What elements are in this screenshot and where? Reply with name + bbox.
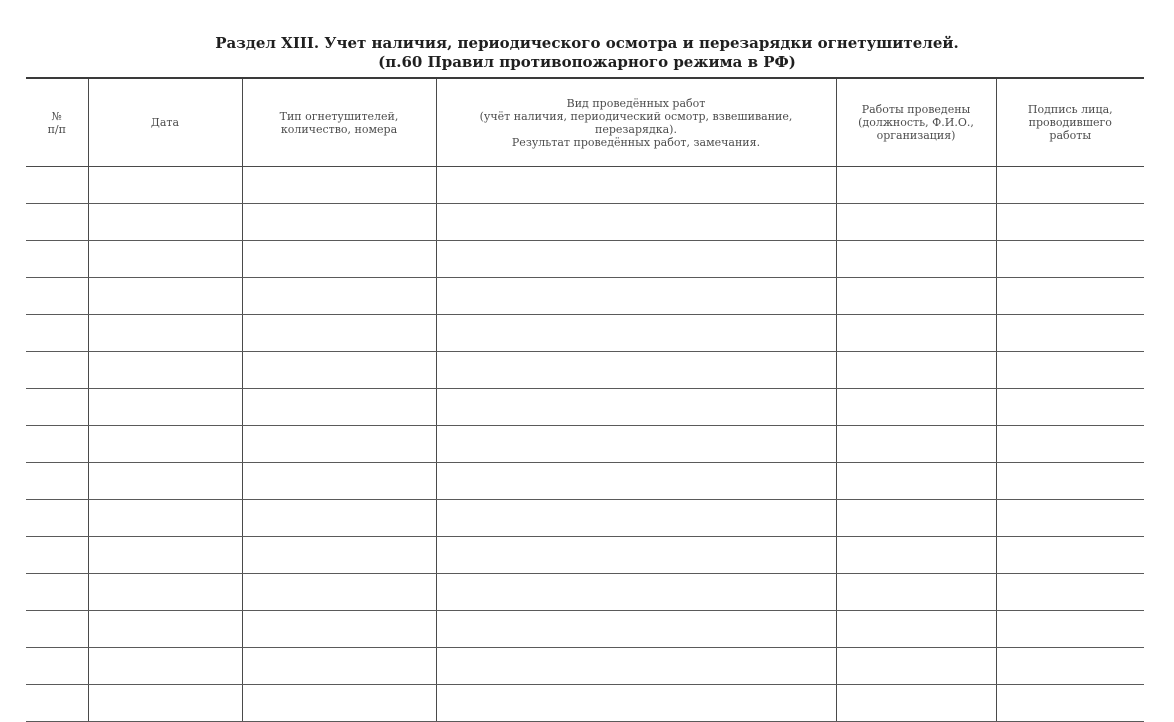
cell-number: [26, 648, 88, 685]
cell-signature: [996, 278, 1144, 315]
cell-extinguisher-type: [242, 648, 436, 685]
cell-date: [88, 574, 242, 611]
cell-performed-by: [836, 167, 996, 204]
cell-number: [26, 611, 88, 648]
cell-number: [26, 389, 88, 426]
section-title-line-2: (п.60 Правил противопожарного режима в РФ): [378, 53, 796, 71]
header-performed-by: Работы проведены (должность, Ф.И.О., организация): [836, 78, 996, 167]
cell-date: [88, 167, 242, 204]
log-body: [26, 167, 1144, 722]
cell-signature: [996, 685, 1144, 722]
cell-work-type: [436, 241, 836, 278]
header-date: Дата: [88, 78, 242, 167]
cell-extinguisher-type: [242, 167, 436, 204]
cell-date: [88, 315, 242, 352]
cell-signature: [996, 574, 1144, 611]
cell-extinguisher-type: [242, 204, 436, 241]
cell-signature: [996, 426, 1144, 463]
cell-extinguisher-type: [242, 241, 436, 278]
header-row: [26, 78, 1144, 167]
section-title-line-1: Раздел XIII. Учет наличия, периодического осмотра и перезарядки огнетушителей.: [215, 34, 959, 52]
cell-work-type: [436, 389, 836, 426]
cell-signature: [996, 463, 1144, 500]
cell-work-type: [436, 352, 836, 389]
cell-date: [88, 278, 242, 315]
cell-performed-by: [836, 500, 996, 537]
table-row: [26, 352, 1144, 389]
cell-extinguisher-type: [242, 574, 436, 611]
cell-number: [26, 278, 88, 315]
cell-work-type: [436, 685, 836, 722]
cell-work-type: [436, 611, 836, 648]
cell-performed-by: [836, 278, 996, 315]
cell-number: [26, 685, 88, 722]
header-signature: Подпись лица, проводившего работы: [996, 78, 1144, 167]
cell-date: [88, 352, 242, 389]
table-row: [26, 426, 1144, 463]
table-row: [26, 167, 1144, 204]
cell-extinguisher-type: [242, 426, 436, 463]
cell-work-type: [436, 500, 836, 537]
cell-performed-by: [836, 204, 996, 241]
cell-number: [26, 537, 88, 574]
cell-extinguisher-type: [242, 500, 436, 537]
table-row: [26, 278, 1144, 315]
table-row: [26, 611, 1144, 648]
cell-date: [88, 389, 242, 426]
cell-performed-by: [836, 537, 996, 574]
table-row: [26, 463, 1144, 500]
table-row: [26, 685, 1144, 722]
cell-performed-by: [836, 648, 996, 685]
table-row: [26, 389, 1144, 426]
cell-performed-by: [836, 685, 996, 722]
cell-date: [88, 685, 242, 722]
cell-signature: [996, 389, 1144, 426]
cell-extinguisher-type: [242, 278, 436, 315]
cell-date: [88, 463, 242, 500]
cell-number: [26, 204, 88, 241]
cell-extinguisher-type: [242, 537, 436, 574]
cell-signature: [996, 241, 1144, 278]
cell-signature: [996, 500, 1144, 537]
extinguisher-log-table: [26, 77, 1144, 722]
cell-work-type: [436, 648, 836, 685]
cell-work-type: [436, 278, 836, 315]
table-row: [26, 648, 1144, 685]
cell-extinguisher-type: [242, 352, 436, 389]
cell-number: [26, 352, 88, 389]
cell-signature: [996, 648, 1144, 685]
table-row: [26, 241, 1144, 278]
cell-date: [88, 648, 242, 685]
cell-performed-by: [836, 463, 996, 500]
cell-number: [26, 574, 88, 611]
header-work-type: Вид проведённых работ (учёт наличия, периодический осмотр, взвешивание, перезарядка). Результат проведённых работ, замечания.: [436, 78, 836, 167]
table-row: [26, 537, 1144, 574]
cell-performed-by: [836, 426, 996, 463]
cell-date: [88, 204, 242, 241]
cell-number: [26, 426, 88, 463]
cell-date: [88, 241, 242, 278]
cell-number: [26, 241, 88, 278]
cell-performed-by: [836, 241, 996, 278]
cell-extinguisher-type: [242, 611, 436, 648]
cell-work-type: [436, 537, 836, 574]
cell-number: [26, 500, 88, 537]
cell-date: [88, 537, 242, 574]
cell-signature: [996, 352, 1144, 389]
cell-number: [26, 167, 88, 204]
table-row: [26, 574, 1144, 611]
cell-signature: [996, 204, 1144, 241]
cell-extinguisher-type: [242, 463, 436, 500]
cell-extinguisher-type: [242, 685, 436, 722]
header-extinguisher-type: Тип огнетушителей, количество, номера: [242, 78, 436, 167]
cell-work-type: [436, 167, 836, 204]
table-row: [26, 204, 1144, 241]
cell-signature: [996, 611, 1144, 648]
cell-performed-by: [836, 315, 996, 352]
section-title: [0, 34, 1174, 72]
cell-signature: [996, 537, 1144, 574]
cell-signature: [996, 315, 1144, 352]
cell-extinguisher-type: [242, 315, 436, 352]
cell-work-type: [436, 426, 836, 463]
cell-performed-by: [836, 574, 996, 611]
cell-work-type: [436, 463, 836, 500]
cell-date: [88, 500, 242, 537]
cell-number: [26, 315, 88, 352]
cell-date: [88, 426, 242, 463]
table-row: [26, 315, 1144, 352]
cell-number: [26, 463, 88, 500]
cell-signature: [996, 167, 1144, 204]
table-row: [26, 500, 1144, 537]
cell-work-type: [436, 204, 836, 241]
cell-date: [88, 611, 242, 648]
cell-work-type: [436, 574, 836, 611]
cell-extinguisher-type: [242, 389, 436, 426]
cell-performed-by: [836, 352, 996, 389]
cell-performed-by: [836, 389, 996, 426]
cell-work-type: [436, 315, 836, 352]
header-number: № п/п: [26, 78, 88, 167]
cell-performed-by: [836, 611, 996, 648]
